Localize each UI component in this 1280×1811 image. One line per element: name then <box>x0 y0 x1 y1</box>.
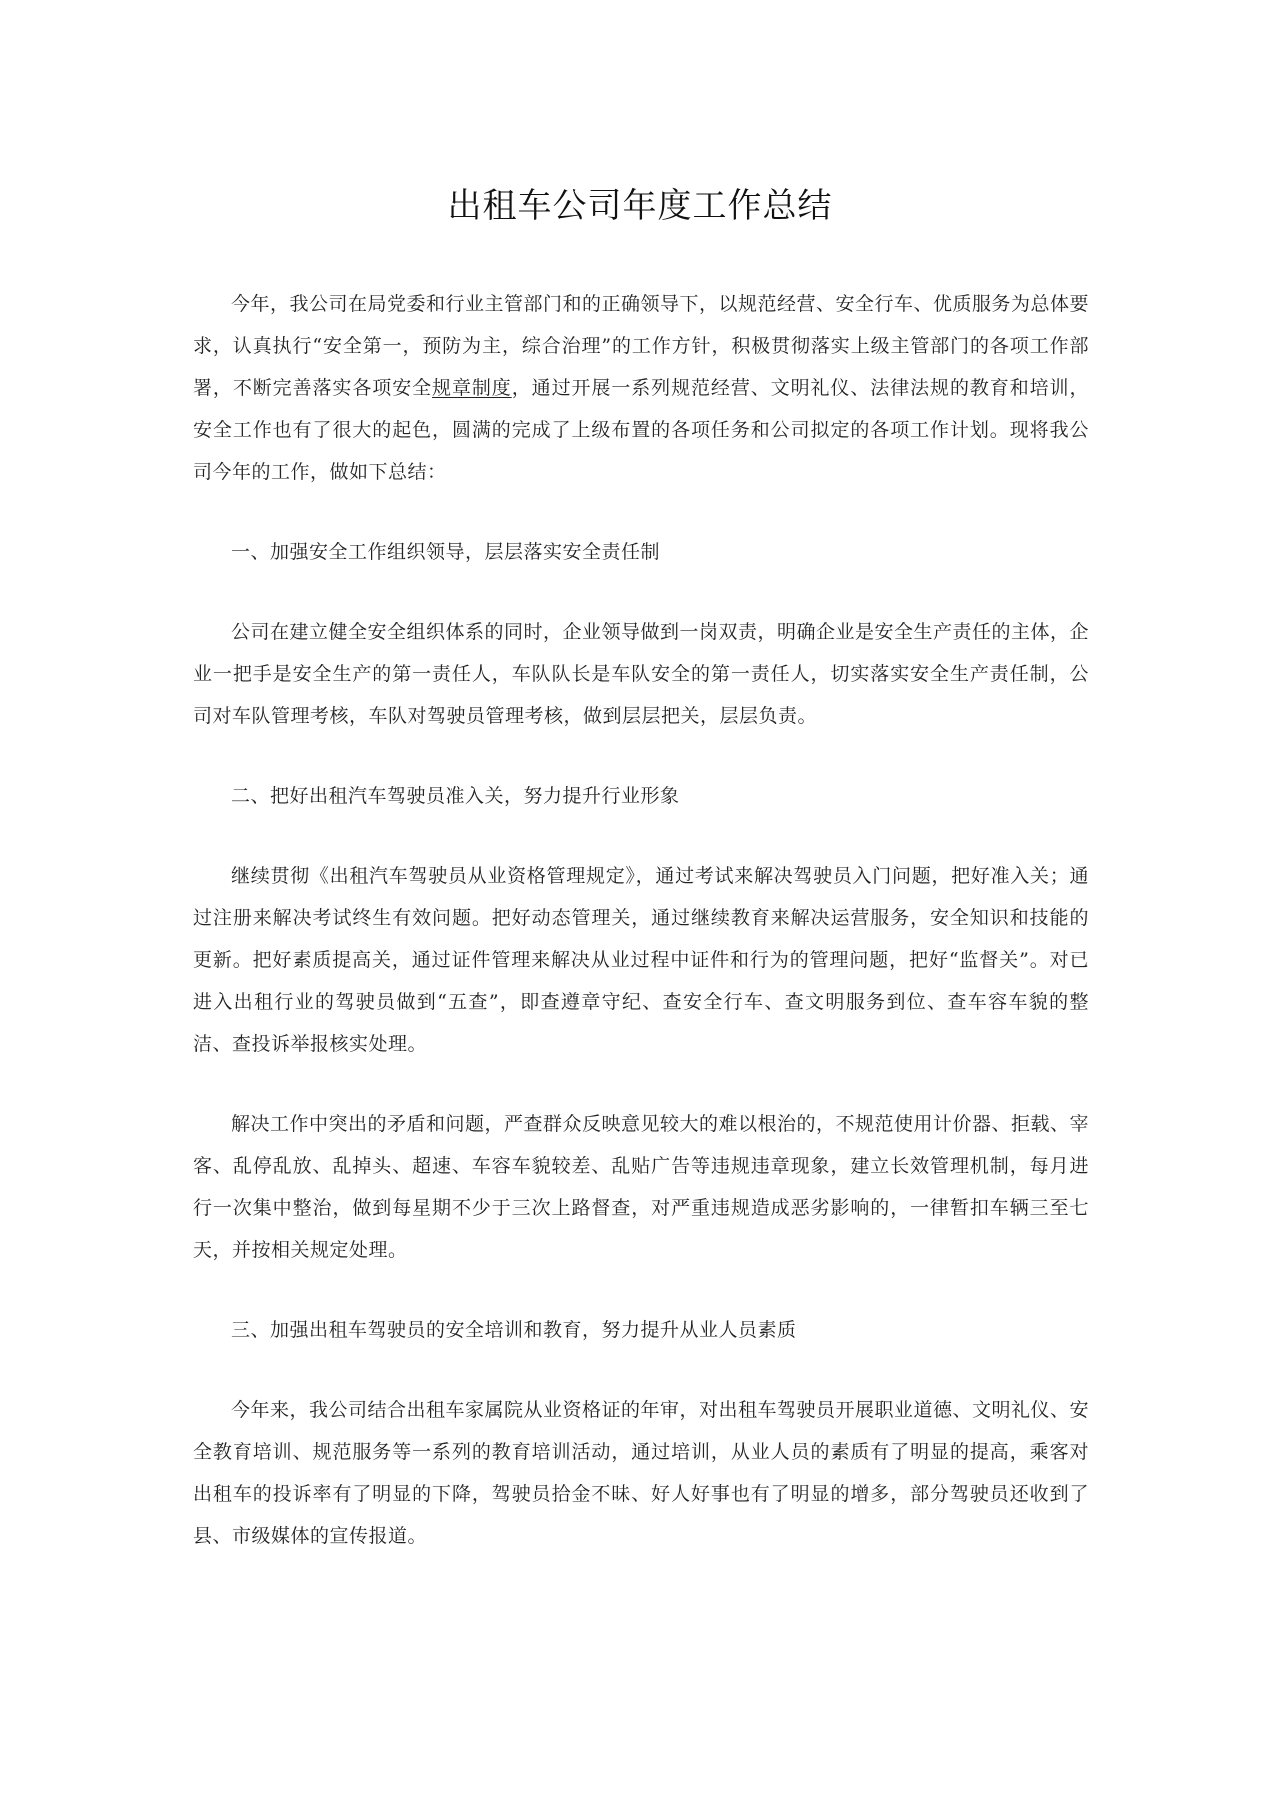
spacer <box>193 1351 1089 1389</box>
spacer <box>193 493 1089 531</box>
section-heading: 一、加强安全工作组织领导，层层落实安全责任制 <box>231 541 661 563</box>
intro-text-end: ，通过开展一系列规范经营、文明礼仪、法律法规的教育和培训，安全工作也有了很大的起色，圆满的完成了上级布置的各项任务和公司拟定的各项工作计划。现将我公司今年的工作，做如下总结： <box>193 377 1089 483</box>
document-body <box>193 283 1089 1557</box>
spacer <box>193 817 1089 855</box>
section-paragraph: 公司在建立健全安全组织体系的同时，企业领导做到一岗双责，明确企业是安全生产责任的主体，企业一把手是安全生产的第一责任人，车队队长是车队安全的第一责任人，切实落实安全生产责任制，公司对车队管理考核，车队对驾驶员管理考核，做到层层把关，层层负责。 <box>193 621 1090 727</box>
underlined-term: 规章制度 <box>432 377 512 399</box>
spacer <box>193 1065 1089 1103</box>
section-paragraph: 今年来，我公司结合出租车家属院从业资格证的年审，对出租车驾驶员开展职业道德、文明礼仪、安全教育培训、规范服务等一系列的教育培训活动，通过培训，从业人员的素质有了明显的提高，乘客对出租车的投诉率有了明显的下降，驾驶员拾金不昧、好人好事也有了明显的增多，部分驾驶员还收到了县、市级媒体的宣传报道。 <box>193 1399 1090 1547</box>
section-heading: 三、加强出租车驾驶员的安全培训和教育，努力提升从业人员素质 <box>231 1319 797 1341</box>
spacer <box>193 737 1089 775</box>
intro-paragraph <box>193 283 1089 493</box>
spacer <box>193 573 1089 611</box>
intro-text-start: 今年，我公司在局党委和行业主管部门和的正确领导下，以规范经营、安全行车、优质服务为总体要求，认真执行“安全第一，预防为主，综合治理”的工作方针，积极贯彻落实上级主管部门的各项工作部署，不断完善落实各项安全 <box>193 293 1090 399</box>
spacer <box>193 1271 1089 1309</box>
document-title: 出租车公司年度工作总结 <box>447 186 833 226</box>
section-heading: 二、把好出租汽车驾驶员准入关，努力提升行业形象 <box>231 785 680 807</box>
section-paragraph: 继续贯彻《出租汽车驾驶员从业资格管理规定》，通过考试来解决驾驶员入门问题，把好准入关；通过注册来解决考试终生有效问题。把好动态管理关，通过继续教育来解决运营服务，安全知识和技能的更新。把好素质提高关，通过证件管理来解决从业过程中证件和行为的管理问题，把好“监督关”。对已进入出租行业的驾驶员做到“五查”，即查遵章守纪、查安全行车、查文明服务到位、查车容车貌的整洁、查投诉举报核实处理。 <box>193 865 1089 1055</box>
section-paragraph: 解决工作中突出的矛盾和问题，严查群众反映意见较大的难以根治的，不规范使用计价器、拒载、宰客、乱停乱放、乱掉头、超速、车容车貌较差、乱贴广告等违规违章现象，建立长效管理机制，每月进行一次集中整治，做到每星期不少于三次上路督查，对严重违规造成恶劣影响的，一律暂扣车辆三至七天，并按相关规定处理。 <box>193 1113 1090 1261</box>
